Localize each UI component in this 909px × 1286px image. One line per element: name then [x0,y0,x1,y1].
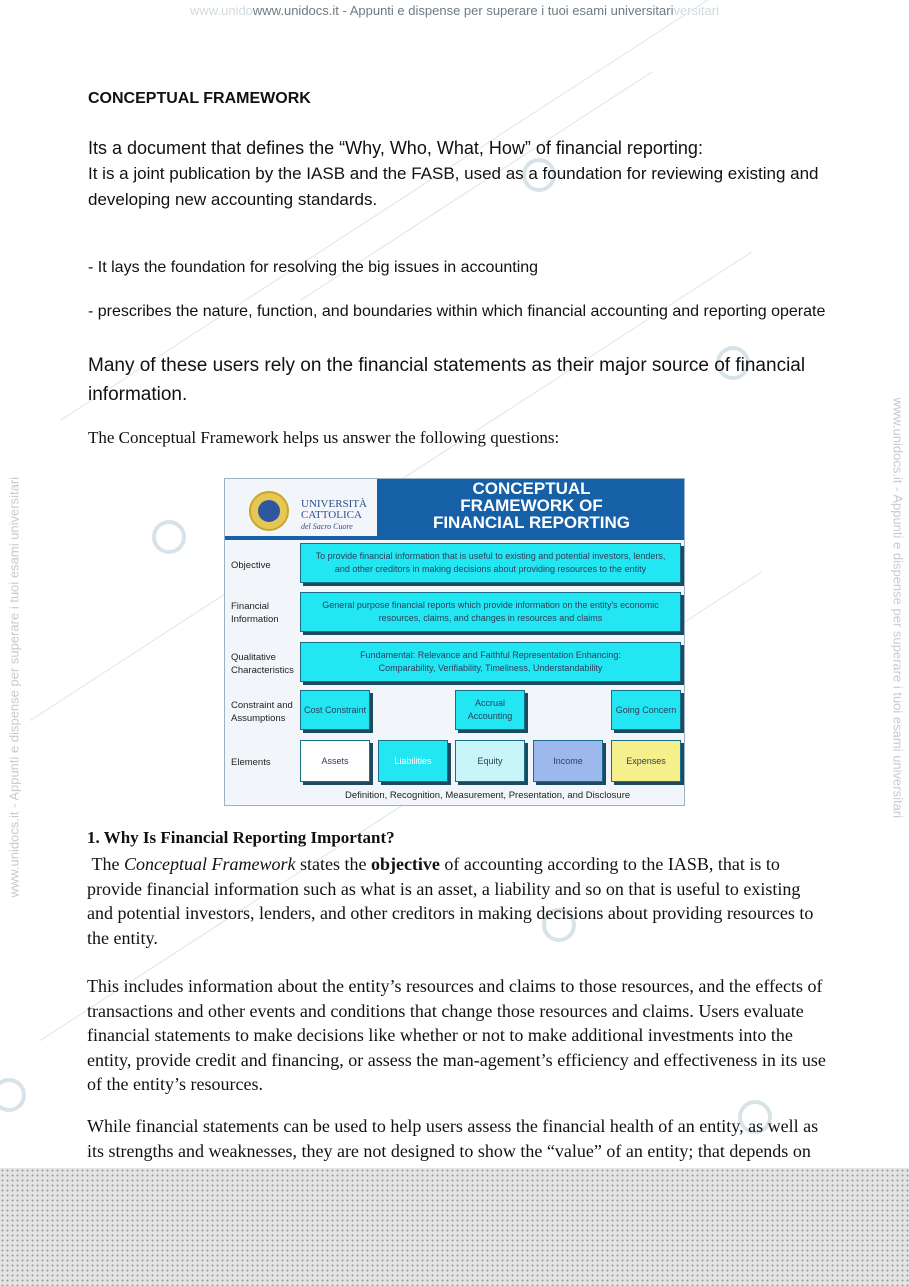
users-sentence: Many of these users rely on the financial statements as their major source of financial information. [88,355,806,405]
section-paragraph-2: This includes information about the entity’s resources and claims to those resources, and the effects of transactions and other events and conditions that change those resources and claims. Users evaluate financial statements to make decisions like whether or not to make additional investments into the entity, provide credit and financing, or assess the man-agement’s efficiency and effectiveness in its use of the entity’s resources. [87,976,826,1094]
element-assets: Assets [300,740,370,782]
header-watermark [0,3,909,18]
figure-footer: Definition, Recognition, Measurement, Presentation, and Disclosure [345,790,631,801]
section-paragraph-1: The Conceptual Framework states the objective of accounting according to the IASB, that is to provide financial information such as what is an asset, a liability and so on that is useful to existing and potential investors, lenders, and other creditors in making decisions about providing resources to the entity. [87,854,814,948]
side-watermark-left: www.unidocs.it - Appunti e dispense per superare i tuoi esami universitari [6,476,22,898]
header-watermark-link[interactable]: www.unidocs.it - Appunti e dispense per superare i tuoi esami universitari [252,3,674,18]
side-watermark-right: www.unidocs.it - Appunti e dispense per superare i tuoi esami universitari [890,397,906,819]
questions-intro: The Conceptual Framework helps us answer the following questions: [88,428,560,447]
figure-divider [225,536,685,540]
accrual-accounting-box: Accrual Accounting [455,690,525,730]
objective-box: To provide financial information that is useful to existing and potential investors, lenders, and other creditors in making decisions about providing resources to the entity [300,543,681,583]
header-left-fragment: www.unido [190,3,253,18]
going-concern-box: Going Concern [611,690,681,730]
row-label-qualitative: Qualitative Characteristics [231,652,294,676]
cost-constraint-box: Cost Constraint [300,690,370,730]
financial-information-box: General purpose financial reports which provide information on the entity's economic resources, claims, and changes in resources and claims [300,592,681,632]
page-title: CONCEPTUAL FRAMEWORK [88,90,311,107]
row-label-constraint: Constraint and Assumptions [231,700,293,724]
row-label-elements: Elements [231,757,271,768]
intro-line-2: It is a joint publication by the IASB and the FASB, used as a foundation for reviewing existing and developing new accounting standards. [88,164,819,209]
bullet-item: - prescribes the nature, function, and boundaries within which financial accounting and reporting operate [88,303,826,320]
element-equity: Equity [455,740,525,782]
element-income: Income [533,740,603,782]
row-label-financial-information: Financial Information [231,601,279,625]
university-seal-icon [249,491,289,531]
bullet-item: - It lays the foundation for resolving the big issues in accounting [88,259,539,276]
section-paragraph-3: While financial statements can be used to help users assess the financial health of an entity, as well as its strengths and weaknesses, they are not designed to show the “value” of an entity; that depends on [87,1116,819,1161]
emphasis-conceptual-framework: Conceptual Framework [123,854,296,874]
watermark-logo-icon [152,520,186,554]
watermark-logo-icon [0,1078,26,1112]
element-liabilities: Liabilities [378,740,448,782]
element-expenses: Expenses [611,740,681,782]
intro-paragraph [88,135,848,213]
emphasis-objective: objective [370,854,440,874]
university-name: UNIVERSITÀ CATTOLICA del Sacro Cuore [301,498,367,531]
qualitative-box: Fundamental: Relevance and Faithful Representation Enhancing: Comparability, Verifiability, Timeliness, Understandability [300,642,681,682]
row-label-objective: Objective [231,560,271,571]
preview-cutoff-overlay [0,1168,909,1286]
header-right-fragment: versitari [673,3,719,18]
conceptual-framework-figure [224,478,685,806]
intro-line-1: Its a document that defines the “Why, Who, What, How” of financial reporting: [88,138,703,158]
section-heading: 1. Why Is Financial Reporting Important? [87,828,395,847]
figure-title: CONCEPTUAL FRAMEWORK OF FINANCIAL REPORTING [432,479,631,532]
